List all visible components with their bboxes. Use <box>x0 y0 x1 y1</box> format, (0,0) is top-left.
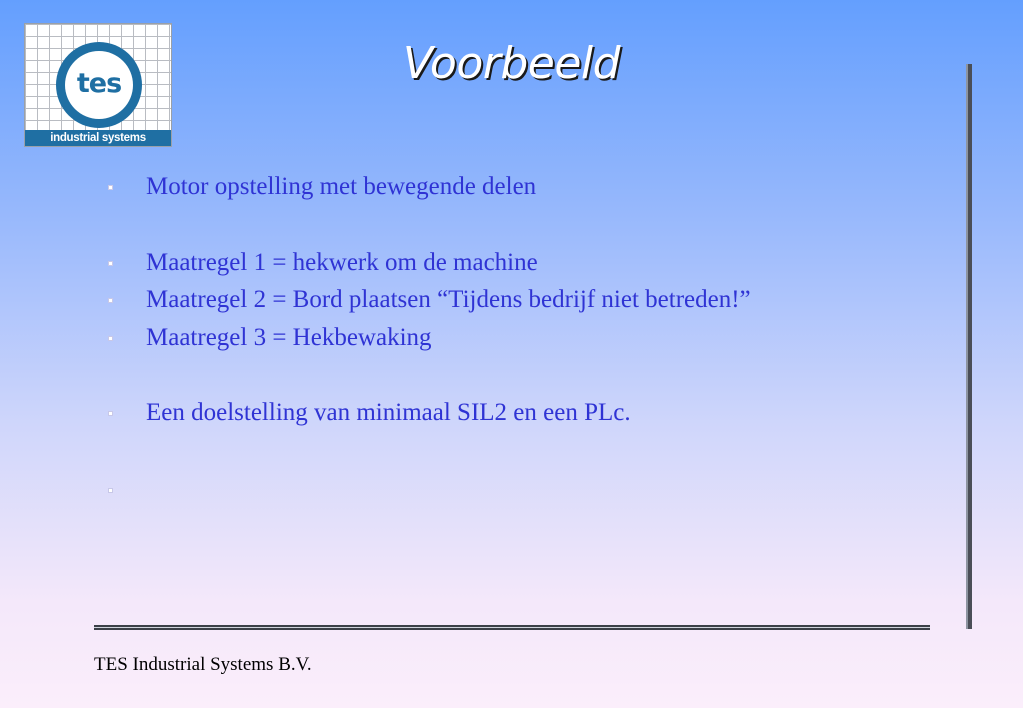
bullet-marker-icon <box>108 488 113 493</box>
bullet-marker-icon <box>108 411 113 416</box>
footer-rule <box>94 625 930 630</box>
bullet-text: Maatregel 2 = Bord plaatsen “Tijdens bedrijf niet betreden!” <box>146 286 751 313</box>
slide-title: Voorbeeld <box>402 38 621 89</box>
footer-company: TES Industrial Systems B.V. <box>94 654 312 675</box>
bullet-text: Maatregel 1 = hekwerk om de machine <box>146 249 538 276</box>
bullet-text: Een doelstelling van minimaal SIL2 en een PLc. <box>146 399 631 426</box>
bullet-marker-icon <box>108 298 113 303</box>
bullet-text: Maatregel 3 = Hekbewaking <box>146 324 432 351</box>
logo-wordmark: tes <box>76 67 122 99</box>
bullet-marker-icon <box>108 261 113 266</box>
bullet-text: Motor opstelling met bewegende delen <box>146 173 537 200</box>
bullet-marker-icon <box>108 185 113 190</box>
bullet-marker-icon <box>108 336 113 341</box>
logo-band: industrial systems <box>25 130 171 146</box>
